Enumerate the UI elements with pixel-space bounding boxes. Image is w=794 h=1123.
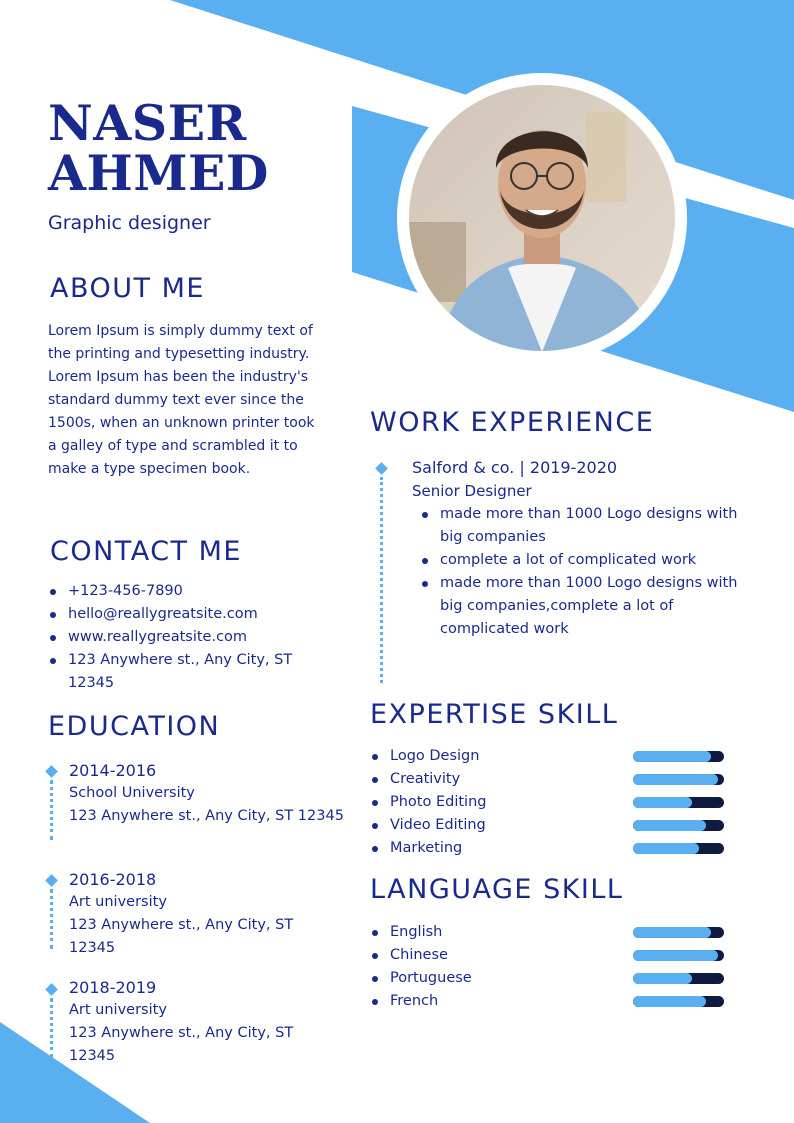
expertise-skill-label: Creativity: [370, 768, 730, 791]
contact-list: [48, 580, 348, 695]
candidate-name: [48, 94, 269, 202]
name-line-2: AHMED: [48, 144, 269, 202]
language-skill-level-fill: [633, 996, 706, 1007]
expertise-skill-level-bar: [633, 843, 724, 854]
timeline-line: [380, 477, 383, 683]
timeline-line: [50, 998, 53, 1058]
expertise-skill-row: [370, 837, 730, 860]
work-bullet: [420, 549, 752, 572]
education-school: Art university: [69, 1002, 167, 1018]
name-line-1: NASER: [48, 94, 247, 152]
about-line: 1500s, when an unknown printer took: [48, 415, 315, 431]
contact-address-zip: 12345: [68, 675, 115, 691]
education-address-zip: 12345: [69, 940, 116, 956]
expertise-skill-row: [370, 745, 730, 768]
education-school: Art university: [69, 894, 167, 910]
contact-heading: CONTACT ME: [50, 536, 242, 567]
expertise-skill-level-bar: [633, 751, 724, 762]
about-line: a galley of type and scrambled it to: [48, 438, 298, 454]
expertise-skill-label: Photo Editing: [370, 791, 730, 814]
language-skill-level-fill: [633, 927, 711, 938]
education-address: 123 Anywhere st., Any City, ST: [69, 1025, 294, 1041]
language-skill-level-bar: [633, 950, 724, 961]
work-bullets: [420, 503, 752, 641]
education-address: 123 Anywhere st., Any City, ST: [69, 917, 294, 933]
expertise-skill-level-bar: [633, 820, 724, 831]
contact-address: [48, 649, 348, 695]
work-bullet-line: big companies,complete a lot of: [440, 598, 674, 614]
education-entry: [69, 760, 344, 828]
work-bullet: [420, 572, 752, 641]
work-bullet-line: complicated work: [440, 621, 569, 637]
language-skill-level-fill: [633, 973, 692, 984]
language-skill-row: [370, 921, 730, 944]
expertise-skill-level-fill: [633, 797, 692, 808]
contact-phone[interactable]: +123-456-7890: [48, 580, 348, 603]
work-position: Senior Designer: [412, 482, 532, 500]
expertise-skill-level-fill: [633, 751, 711, 762]
work-bullet-line: made more than 1000 Logo designs with: [440, 506, 738, 522]
profile-photo: [396, 72, 688, 364]
work-bullet-line: big companies: [440, 529, 546, 545]
education-years: 2018-2019: [69, 978, 157, 997]
language-heading: LANGUAGE SKILL: [370, 874, 624, 905]
education-address-zip: 12345: [69, 1048, 116, 1064]
about-line: standard dummy text ever since the: [48, 392, 304, 408]
expertise-skill-level-fill: [633, 774, 718, 785]
language-skill-label: English: [370, 921, 730, 944]
timeline-line: [50, 889, 53, 949]
contact-address-line: 123 Anywhere st., Any City, ST: [68, 652, 293, 668]
expertise-skill-label: Marketing: [370, 837, 730, 860]
work-bullet: [420, 503, 752, 549]
expertise-skill-level-bar: [633, 774, 724, 785]
expertise-skill-level-bar: [633, 797, 724, 808]
job-title: Graphic designer: [48, 212, 211, 234]
education-address: 123 Anywhere st., Any City, ST 12345: [69, 808, 344, 824]
language-skill-row: [370, 944, 730, 967]
expertise-skill-row: [370, 791, 730, 814]
education-school: School University: [69, 785, 195, 801]
expertise-skill-level-fill: [633, 843, 699, 854]
expertise-skill-row: [370, 814, 730, 837]
language-skill-label: Chinese: [370, 944, 730, 967]
work-company: Salford & co. | 2019-2020: [412, 458, 618, 477]
language-skill-level-fill: [633, 950, 718, 961]
timeline-line: [50, 780, 53, 840]
about-line: Lorem Ipsum has been the industry's: [48, 369, 309, 385]
about-heading: ABOUT ME: [50, 273, 205, 304]
language-skill-row: [370, 990, 730, 1013]
expertise-skill-label: Logo Design: [370, 745, 730, 768]
work-heading: WORK EXPERIENCE: [370, 407, 655, 438]
about-line: Lorem Ipsum is simply dummy text of: [48, 323, 313, 339]
contact-email[interactable]: hello@reallygreatsite.com: [48, 603, 348, 626]
contact-website[interactable]: www.reallygreatsite.com: [48, 626, 348, 649]
language-skill-level-bar: [633, 996, 724, 1007]
language-skill-label: Portuguese: [370, 967, 730, 990]
education-years: 2014-2016: [69, 761, 157, 780]
expertise-skill-row: [370, 768, 730, 791]
work-bullet-line: made more than 1000 Logo designs with: [440, 575, 738, 591]
work-entry: [412, 456, 752, 641]
education-heading: EDUCATION: [48, 711, 221, 742]
about-text: [48, 320, 348, 481]
about-line: the printing and typesetting industry.: [48, 346, 310, 362]
expertise-heading: EXPERTISE SKILL: [370, 699, 619, 730]
expertise-skill-level-fill: [633, 820, 706, 831]
language-skill-level-bar: [633, 973, 724, 984]
language-skill-row: [370, 967, 730, 990]
language-skill-level-bar: [633, 927, 724, 938]
education-entry: [69, 977, 293, 1068]
expertise-skill-label: Video Editing: [370, 814, 730, 837]
work-bullet-line: complete a lot of complicated work: [440, 552, 697, 568]
education-entry: [69, 869, 293, 960]
about-line: make a type specimen book.: [48, 461, 251, 477]
education-years: 2016-2018: [69, 870, 157, 889]
language-skill-label: French: [370, 990, 730, 1013]
